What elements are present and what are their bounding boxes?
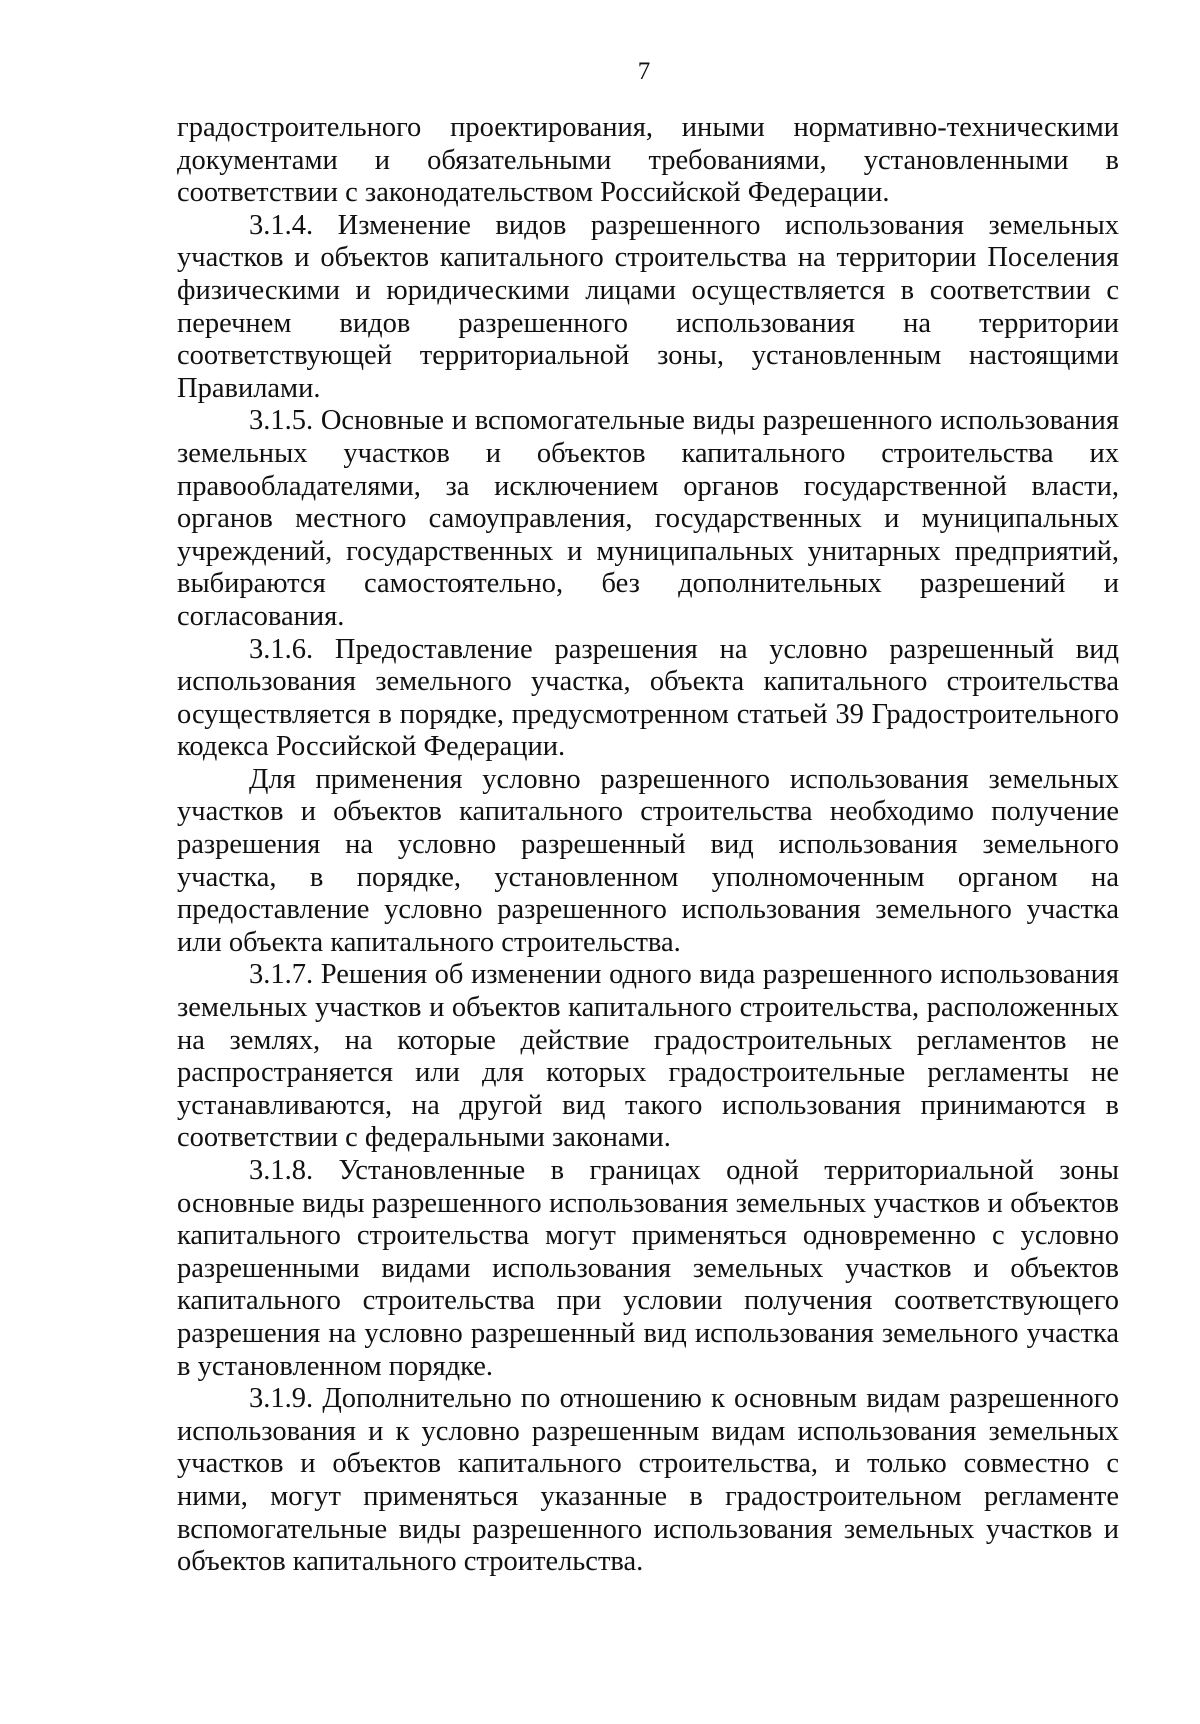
paragraph-continuation: градостроительного проектирования, иными нормативно-техническими документами и обязательными требованиями, установленными в соответствии с законодательством Российской Федерации. bbox=[177, 112, 1119, 209]
body-text bbox=[177, 112, 1119, 1579]
paragraph-conditional-use: Для применения условно разрешенного использования земельных участков и объектов капитального строительства необходимо получение разрешения на условно разрешенный вид использования земельного участка, в порядке, установленном уполномоченным органом на предоставление условно разрешенного использования земельного участка или объекта капитального строительства. bbox=[177, 763, 1119, 958]
paragraph-3-1-8: 3.1.8. Установленные в границах одной территориальной зоны основные виды разрешенного использования земельных участков и объектов капитального строительства могут применяться одновременно с условно разрешенными видами использования земельных участков и объектов капитального строительства при условии получения соответствующего разрешения на условно разрешенный вид использования земельного участка в установленном порядке. bbox=[177, 1155, 1119, 1382]
paragraph-3-1-7: 3.1.7. Решения об изменении одного вида разрешенного использования земельных участков и объектов капитального строительства, расположенных на землях, на которые действие градостроительных регламентов не распространяется или для которых градостроительные регламенты не устанавливаются, на другой вид такого использования принимаются в соответствии с федеральными законами. bbox=[177, 959, 1119, 1154]
paragraph-3-1-6: 3.1.6. Предоставление разрешения на условно разрешенный вид использования земельного участка, объекта капитального строительства осуществляется в порядке, предусмотренном статьей 39 Градостроительного кодекса Российской Федерации. bbox=[177, 633, 1119, 763]
page-number: 7 bbox=[637, 58, 651, 85]
paragraph-3-1-4: 3.1.4. Изменение видов разрешенного использования земельных участков и объектов капитального строительства на территории Поселения физическими и юридическими лицами осуществляется в соответствии с перечнем видов разрешенного использования на территории соответствующей территориальной зоны, установленным настоящими Правилами. bbox=[177, 209, 1119, 404]
paragraph-3-1-9: 3.1.9. Дополнительно по отношению к основным видам разрешенного использования и к условно разрешенным видам использования земельных участков и объектов капитального строительства, и только совместно с ними, могут применяться указанные в градостроительном регламенте вспомогательные виды разрешенного использования земельных участков и объектов капитального строительства. bbox=[177, 1383, 1119, 1578]
paragraph-3-1-5: 3.1.5. Основные и вспомогательные виды разрешенного использования земельных участков и объектов капитального строительства их правообладателями, за исключением органов государственной власти, органов местного самоуправления, государственных и муниципальных учреждений, государственных и муниципальных унитарных предприятий, выбираются самостоятельно, без дополнительных разрешений и согласования. bbox=[177, 405, 1119, 632]
